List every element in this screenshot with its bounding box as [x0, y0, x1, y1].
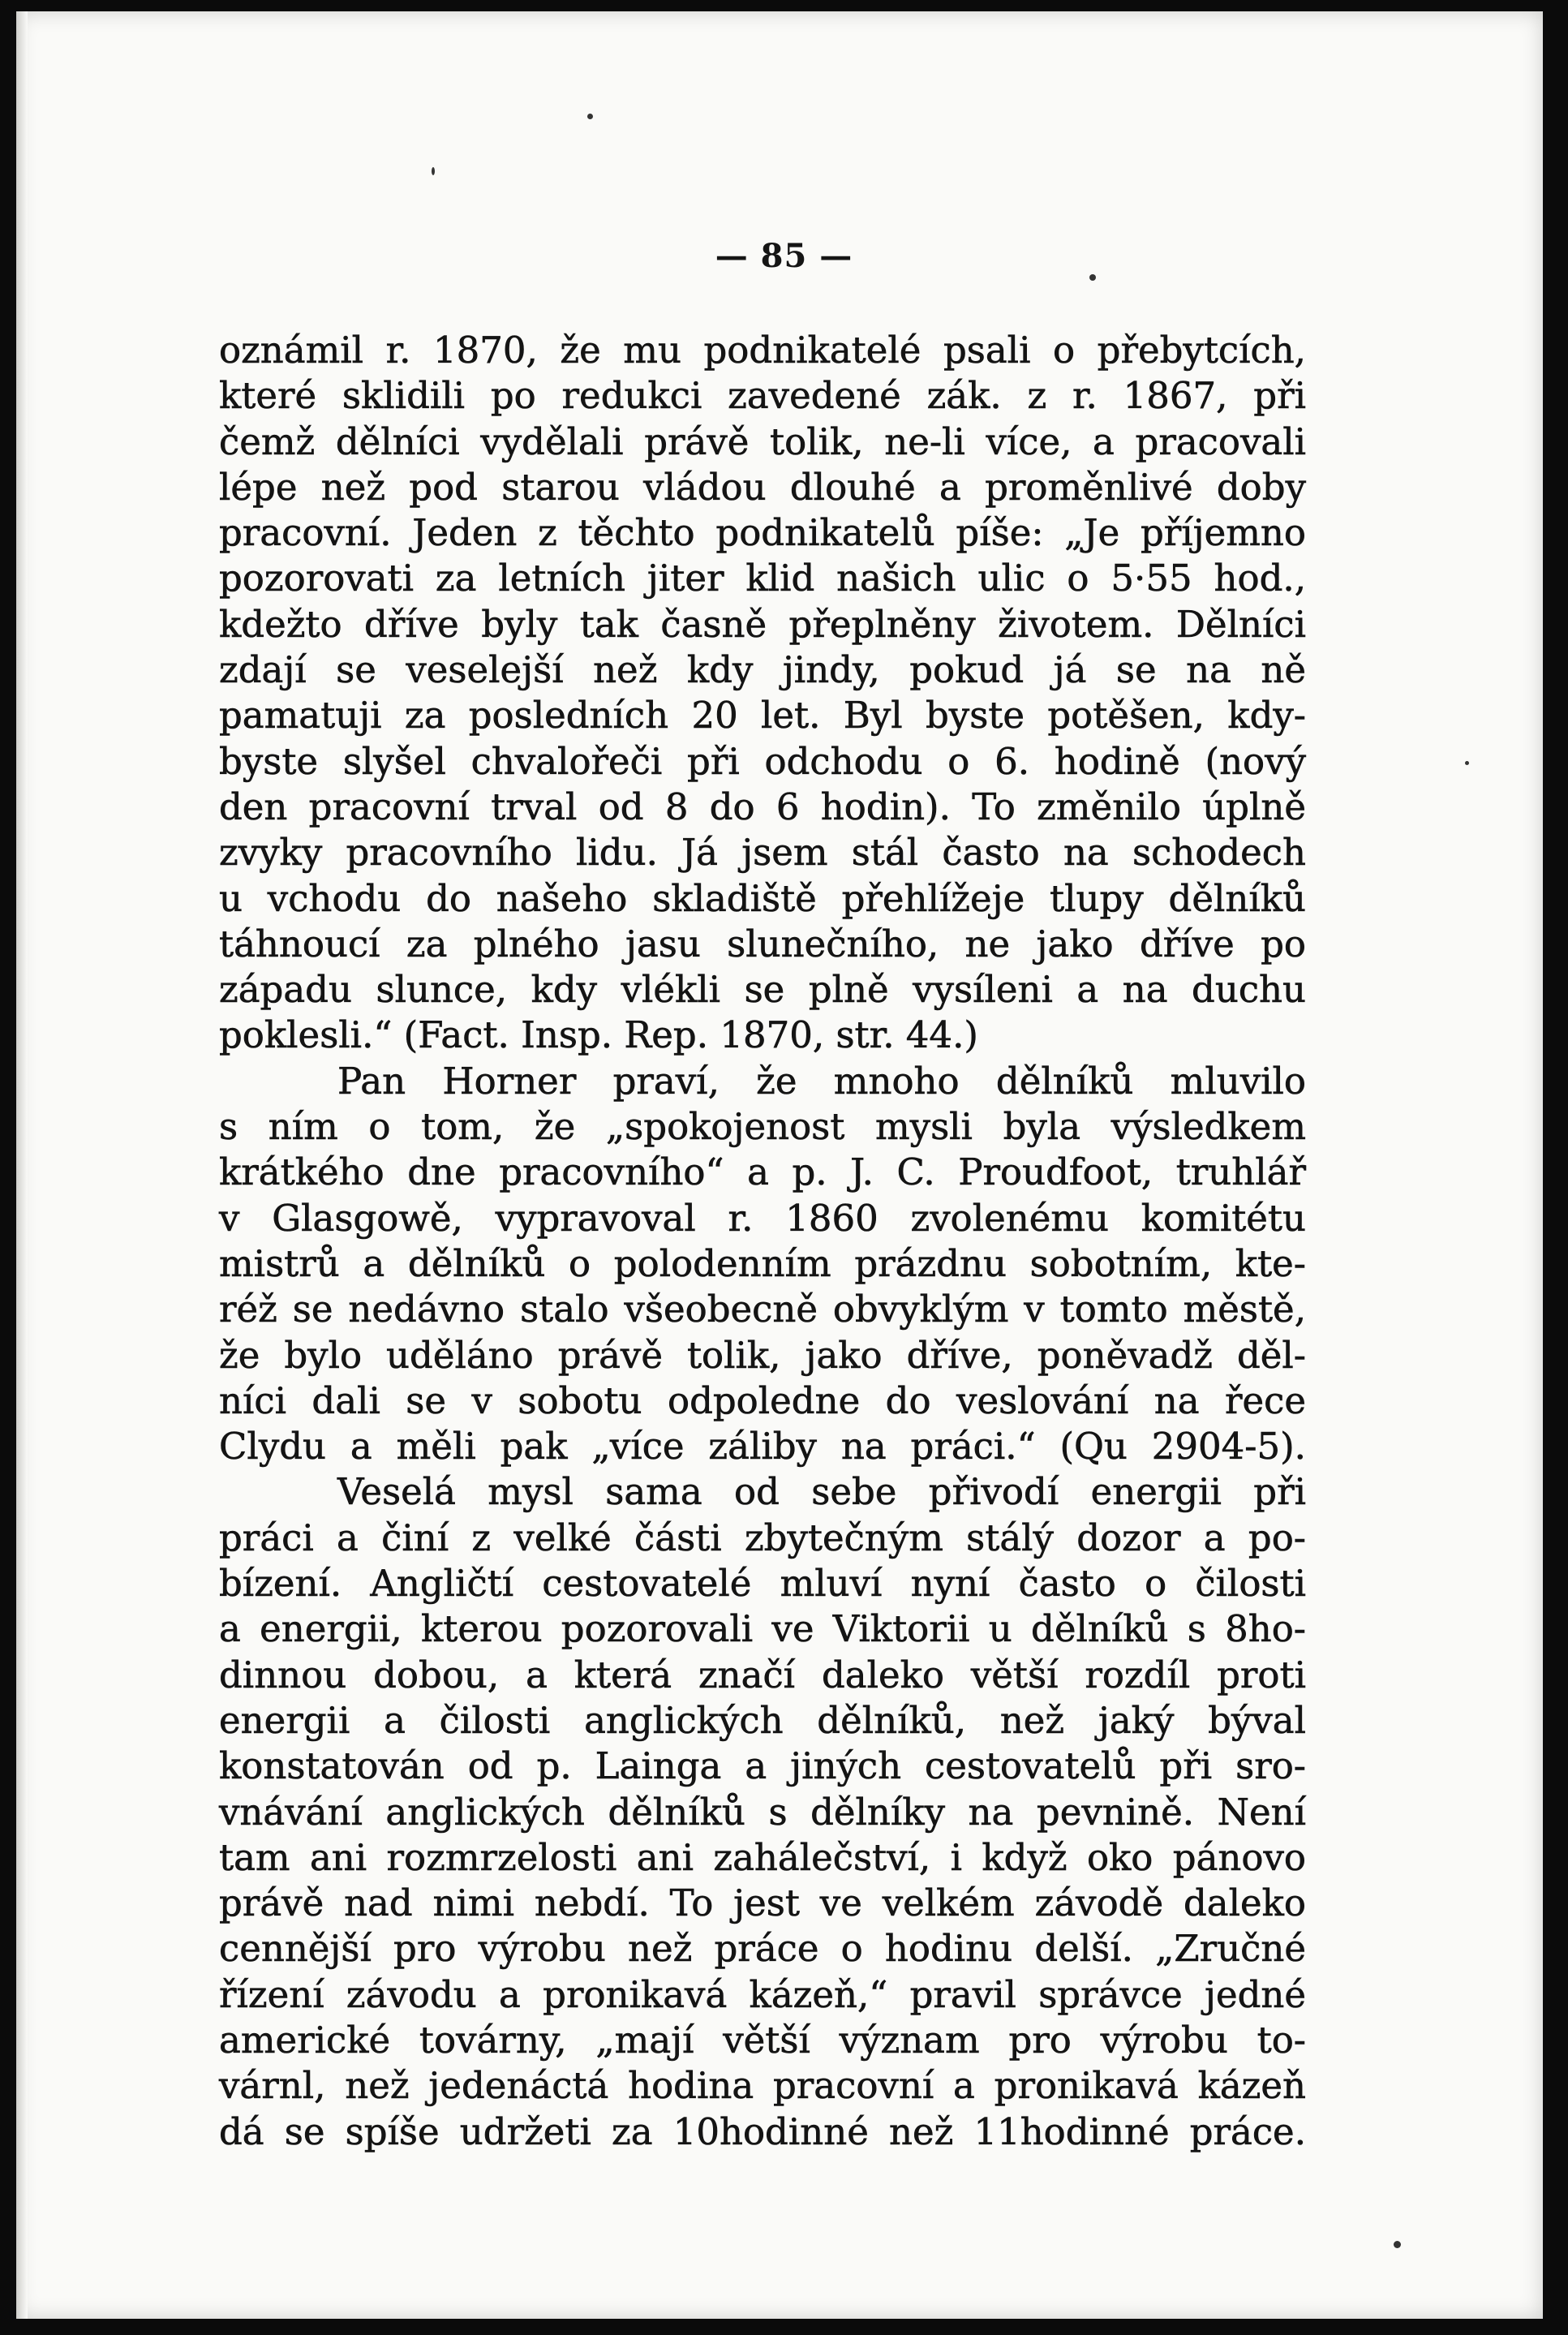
text-line: v Glasgowě, vypravoval r. 1860 zvolenému komitétu	[219, 1196, 1306, 1240]
text-line: u vchodu do našeho skladiště přehlížeje tlupy dělníků	[219, 876, 1306, 920]
text-line: dá se spíše udržeti za 10hodinné než 11hodinné práce.	[219, 2109, 1306, 2153]
text-line: zdají se veselejší než kdy jindy, pokud já se na ně	[219, 648, 1306, 692]
text-line: bízení. Angličtí cestovatelé mluví nyní často o čilosti	[219, 1562, 1306, 1606]
dust-speck	[587, 114, 593, 119]
text-line: americké továrny, „mají větší význam pro výrobu to-	[219, 2018, 1306, 2062]
page-binding-shadow	[16, 11, 28, 2319]
text-line: zvyky pracovního lidu. Já jsem stál často na schodech	[219, 831, 1306, 875]
text-line: cennější pro výrobu než práce o hodinu delší. „Zručné	[219, 1927, 1306, 1971]
text-line: práci a činí z velké části zbytečným stálý dozor a po-	[219, 1516, 1306, 1559]
dust-speck	[432, 167, 435, 175]
text-line: které sklidili po redukci zavedené zák. z r. 1867, při	[219, 374, 1306, 418]
body-text	[219, 328, 1306, 2155]
text-line: kdežto dříve byly tak časně přeplněny životem. Dělníci	[219, 602, 1306, 646]
text-line: Clydu a měli pak „více záliby na práci.“ (Qu 2904-5).	[219, 1425, 1306, 1469]
text-line: lépe než pod starou vládou dlouhé a proměnlivé doby	[219, 465, 1306, 509]
text-line: pozorovati za letních jiter klid našich ulic o 5·55 hod.,	[219, 557, 1306, 600]
text-line: s ním o tom, že „spokojenost mysli byla výsledkem	[219, 1105, 1306, 1149]
text-line: den pracovní trval od 8 do 6 hodin). To změnilo úplně	[219, 785, 1306, 828]
text-line: západu slunce, kdy vlékli se plně vysíleni a na duchu	[219, 968, 1306, 1012]
text-line: právě nad nimi nebdí. To jest ve velkém závodě daleko	[219, 1881, 1306, 1925]
text-line: réž se nedávno stalo všeobecně obvyklým v tomto městě,	[219, 1288, 1306, 1331]
text-line: vnávání anglických dělníků s dělníky na pevnině. Není	[219, 1790, 1306, 1834]
text-line: Veselá mysl sama od sebe přivodí energii při	[337, 1470, 1306, 1514]
text-line: tam ani rozmrzelosti ani zahálečství, i když oko pánovo	[219, 1835, 1306, 1879]
text-line: pracovní. Jeden z těchto podnikatelů píše: „Je příjemno	[219, 511, 1306, 555]
text-line: várnl, než jedenáctá hodina pracovní a pronikavá kázeň	[219, 2064, 1306, 2108]
text-line: táhnoucí za plného jasu slunečního, ne jako dříve po	[219, 922, 1306, 965]
text-line: pamatuji za posledních 20 let. Byl byste potěšen, kdy-	[219, 694, 1306, 737]
text-line: níci dali se v sobotu odpoledne do veslování na řece	[219, 1378, 1306, 1422]
text-line: že bylo uděláno právě tolik, jako dříve, poněvadž děl-	[219, 1333, 1306, 1377]
dust-speck	[1394, 2241, 1401, 2248]
dust-speck	[1089, 274, 1096, 281]
page-number: — 85 —	[715, 237, 853, 275]
text-line: čemž dělníci vydělali právě tolik, ne-li více, a pracovali	[219, 419, 1306, 463]
dust-speck	[1465, 761, 1469, 765]
text-line: krátkého dne pracovního“ a p. J. C. Proudfoot, truhlář	[219, 1150, 1306, 1194]
text-line: řízení závodu a pronikavá kázeň,“ pravil správce jedné	[219, 1972, 1306, 2016]
text-line: poklesli.“ (Fact. Insp. Rep. 1870, str. 44.)	[219, 1013, 978, 1057]
text-line: a energii, kterou pozorovali ve Viktorii u dělníků s 8ho-	[219, 1607, 1306, 1651]
text-line: Pan Horner praví, že mnoho dělníků mluvilo	[337, 1059, 1306, 1103]
text-line: mistrů a dělníků o polodenním prázdnu sobotním, kte-	[219, 1241, 1306, 1285]
text-line: byste slyšel chvalořeči při odchodu o 6. hodině (nový	[219, 739, 1306, 783]
text-line: oznámil r. 1870, že mu podnikatelé psali o přebytcích,	[219, 329, 1306, 372]
text-line: dinnou dobou, a která značí daleko větší rozdíl proti	[219, 1653, 1306, 1696]
text-line: konstatován od p. Lainga a jiných cestovatelů při sro-	[219, 1744, 1306, 1788]
text-line: energii a čilosti anglických dělníků, než jaký býval	[219, 1698, 1306, 1742]
